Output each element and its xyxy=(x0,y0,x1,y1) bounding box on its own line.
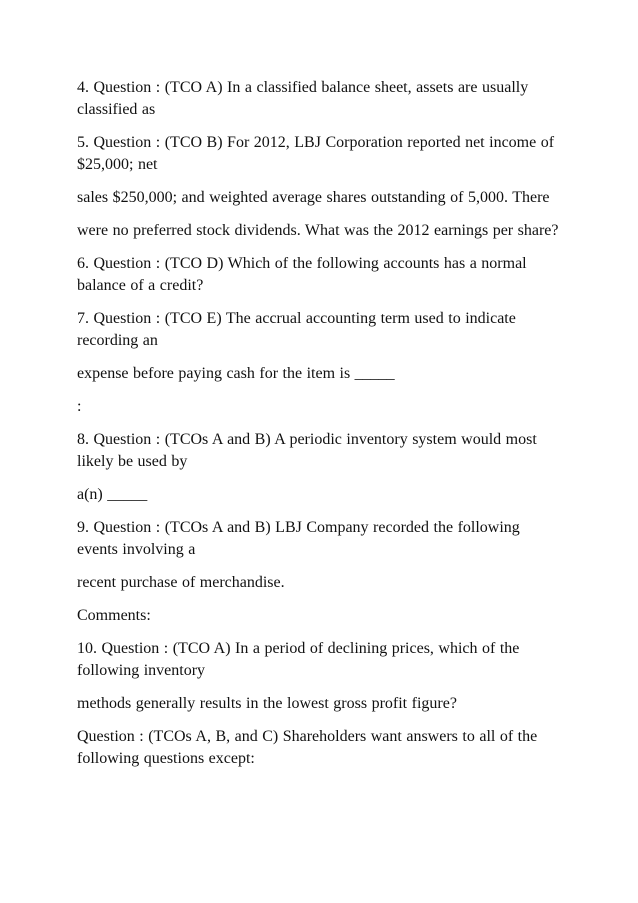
question-10: 10. Question : (TCO A) In a period of declining prices, which of the following inventory xyxy=(77,640,520,679)
question-7: 7. Question : (TCO E) The accrual accounting term used to indicate recording an xyxy=(77,310,516,349)
question-10-continued: methods generally results in the lowest gross profit figure? xyxy=(77,695,457,712)
question-7-colon: : xyxy=(77,398,82,415)
comments-label: Comments: xyxy=(77,607,151,624)
question-shareholders: Question : (TCOs A, B, and C) Shareholders want answers to all of the following questions except: xyxy=(77,728,538,767)
question-5-continued-2: were no preferred stock dividends. What was the 2012 earnings per share? xyxy=(77,222,559,239)
question-9-continued: recent purchase of merchandise. xyxy=(77,574,285,591)
question-5-continued: sales $250,000; and weighted average shares outstanding of 5,000. There xyxy=(77,189,550,206)
question-5: 5. Question : (TCO B) For 2012, LBJ Corporation reported net income of $25,000; net xyxy=(77,134,555,173)
document-body xyxy=(77,77,561,781)
question-4: 4. Question : (TCO A) In a classified balance sheet, assets are usually classified as xyxy=(77,79,529,118)
question-7-continued: expense before paying cash for the item is _____ xyxy=(77,365,395,382)
question-9: 9. Question : (TCOs A and B) LBJ Company recorded the following events involving a xyxy=(77,519,520,558)
question-8-continued: a(n) _____ xyxy=(77,486,148,503)
question-8: 8. Question : (TCOs A and B) A periodic inventory system would most likely be used by xyxy=(77,431,537,470)
question-6: 6. Question : (TCO D) Which of the following accounts has a normal balance of a credit? xyxy=(77,255,527,294)
